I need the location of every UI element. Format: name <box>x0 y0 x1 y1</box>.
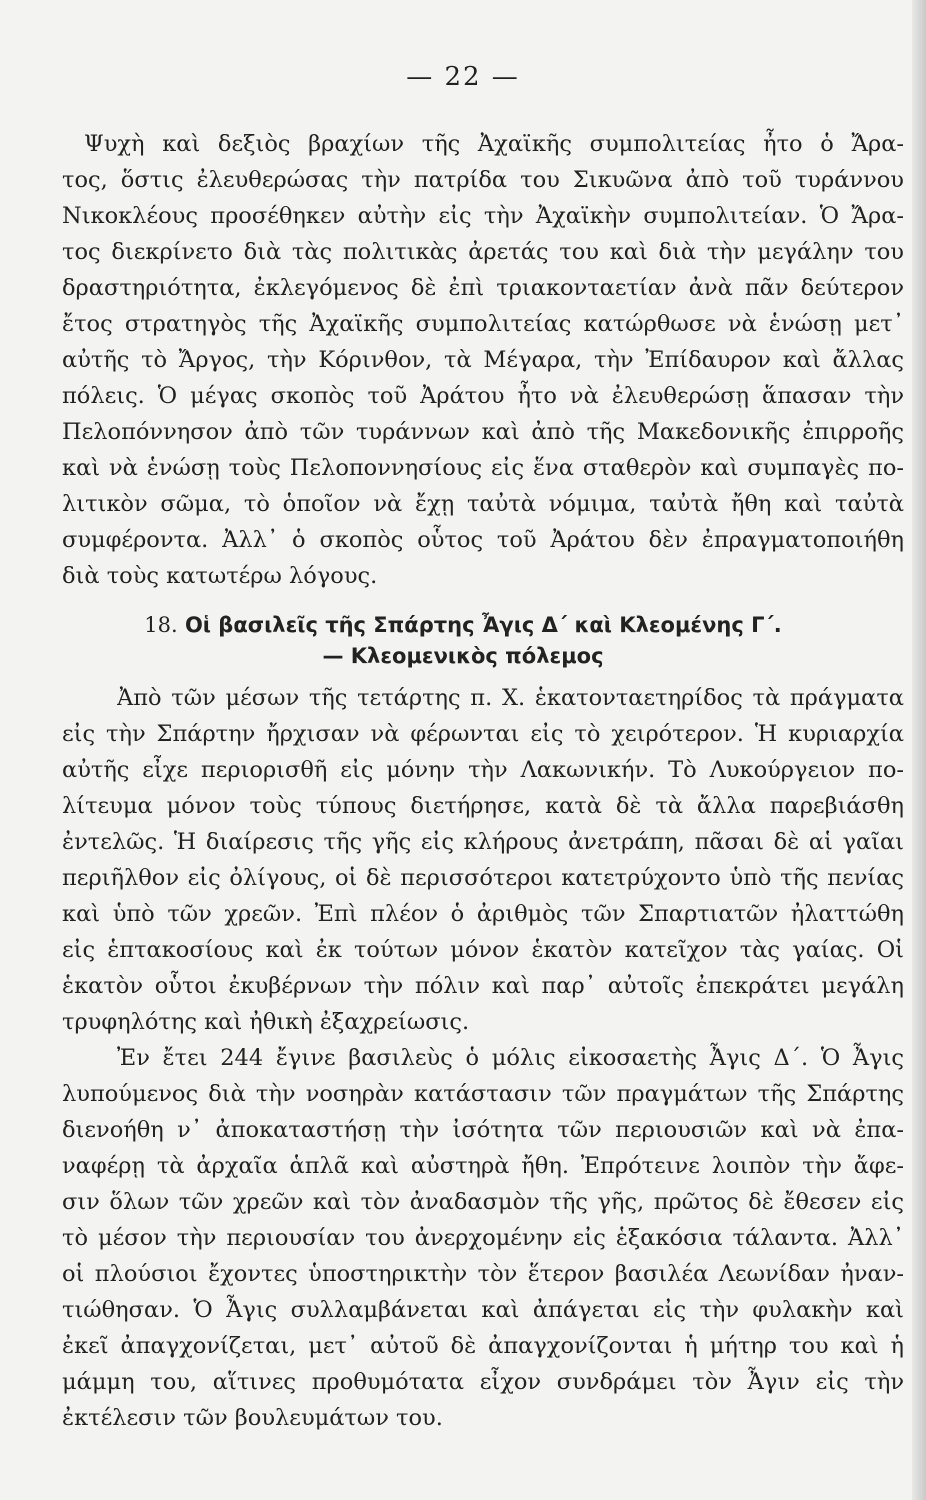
text-line: μάμμη του, αἵτινες προθυμότατα εἶχον συνδράμει τὸν Ἆγιν εἰς τὴν <box>62 1369 904 1395</box>
text-line: περιῆλθον εἰς ὀλίγους, οἱ δὲ περισσότεροι κατετρύχοντο ὑπὸ τῆς πενίας <box>62 865 904 891</box>
text-line: Ἐν ἔτει 244 ἔγινε βασιλεὺς ὁ μόλις εἰκοσαετὴς Ἆγις Δ΄. Ὁ Ἆγις <box>117 1045 904 1071</box>
text-line: ναφέρῃ τὰ ἀρχαῖα ἁπλᾶ καὶ αὐστηρὰ ἤθη. Ἐπρότεινε λοιπὸν τὴν ἄφε- <box>62 1153 904 1179</box>
text-line: καὶ ὑπὸ τῶν χρεῶν. Ἐπὶ πλέον ὁ ἀριθμὸς τῶν Σπαρτιατῶν ἠλαττώθη <box>62 901 904 927</box>
text-line: αὐτῆς τὸ Ἄργος, τὴν Κόρινθον, τὰ Μέγαρα, τὴν Ἐπίδαυρον καὶ ἄλλας <box>62 347 904 373</box>
text-line: σιν ὅλων τῶν χρεῶν καὶ τὸν ἀναδασμὸν τῆς γῆς, πρῶτος δὲ ἔθεσεν εἰς <box>62 1189 904 1215</box>
text-line: Ἀπὸ τῶν μέσων τῆς τετάρτης π. Χ. ἑκατονταετηρίδος τὰ πράγματα <box>117 685 904 711</box>
text-line: Νικοκλέους προσέθηκεν αὐτὴν εἰς τὴν Ἀχαϊκὴν συμπολιτείαν. Ὁ Ἄρα- <box>62 203 904 229</box>
text-line: διενοήθη ν᾽ ἀποκαταστήσῃ τὴν ἰσότητα τῶν περιουσιῶν καὶ νὰ ἐπα- <box>62 1117 904 1143</box>
text-line: τὸ μέσον τὴν περιουσίαν του ἀνερχομένην εἰς ἑξακόσια τάλαντα. Ἀλλ᾽ <box>62 1225 904 1251</box>
text-line: λιτικὸν σῶμα, τὸ ὁποῖον νὰ ἔχῃ ταὐτὰ νόμιμα, ταὐτὰ ἤθη καὶ ταὐτὰ <box>62 491 904 517</box>
text-line: συμφέροντα. Ἀλλ᾽ ὁ σκοπὸς οὗτος τοῦ Ἀράτου δὲν ἐπραγματοποιήθη <box>62 527 904 553</box>
text-line: εἰς ἑπτακοσίους καὶ ἐκ τούτων μόνον ἑκατὸν κατεῖχον τὰς γαίας. Οἱ <box>62 937 904 963</box>
text-line: πόλεις. Ὁ μέγας σκοπὸς τοῦ Ἀράτου ἦτο νὰ ἐλευθερώσῃ ἅπασαν τὴν <box>62 383 904 409</box>
text-line: τιώθησαν. Ὁ Ἆγις συλλαμβάνεται καὶ ἀπάγεται εἰς τὴν φυλακὴν καὶ <box>62 1297 904 1323</box>
section-subtitle: — Κλεομενικὸς πόλεμος <box>322 644 604 668</box>
text-line: Ψυχὴ καὶ δεξιὸς βραχίων τῆς Ἀχαϊκῆς συμπολιτείας ἦτο ὁ Ἄρα- <box>84 131 904 157</box>
text-line: οἱ πλούσιοι ἔχοντες ὑποστηρικτὴν τὸν ἕτερον βασιλέα Λεωνίδαν ἠναν- <box>62 1261 904 1287</box>
text-line: δραστηριότητα, ἐκλεγόμενος δὲ ἐπὶ τριακονταετίαν ἀνὰ πᾶν δεύτερον <box>62 275 904 301</box>
text-line: τος, ὅστις ἐλευθερώσας τὴν πατρίδα του Σικυῶνα ἀπὸ τοῦ τυράννου <box>62 167 904 193</box>
page-number: — 22 — <box>406 62 520 92</box>
text-line: εἰς τὴν Σπάρτην ἤρχισαν νὰ φέρωνται εἰς τὸ χειρότερον. Ἡ κυριαρχία <box>62 721 904 747</box>
section-title: Οἱ βασιλεῖς τῆς Σπάρτης Ἆγις Δ΄ καὶ Κλεομένης Γ΄. <box>184 613 782 637</box>
text-line: καὶ νὰ ἑνώσῃ τοὺς Πελοποννησίους εἰς ἕνα σταθερὸν καὶ συμπαγὲς πο- <box>62 455 904 481</box>
text-line: τρυφηλότης καὶ ἠθικὴ ἐξαχρείωσις. <box>62 1009 470 1035</box>
text-line: λίτευμα μόνον τοὺς τύπους διετήρησε, κατὰ δὲ τὰ ἄλλα παρεβιάσθη <box>62 793 904 819</box>
text-line: τος διεκρίνετο διὰ τὰς πολιτικὰς ἀρετάς του καὶ διὰ τὴν μεγάλην του <box>62 239 904 265</box>
text-line: διὰ τοὺς κατωτέρω λόγους. <box>62 563 378 589</box>
text-line: ἐντελῶς. Ἡ διαίρεσις τῆς γῆς εἰς κλήρους ἀνετράπη, πᾶσαι δὲ αἱ γαῖαι <box>62 829 904 855</box>
text-line: λυπούμενος διὰ τὴν νοσηρὰν κατάστασιν τῶν πραγμάτων τῆς Σπάρτης <box>62 1081 904 1107</box>
text-line: ἐκτέλεσιν τῶν βουλευμάτων του. <box>62 1405 443 1431</box>
text-line: ἑκατὸν οὗτοι ἐκυβέρνων τὴν πόλιν καὶ παρ᾽ αὐτοῖς ἐπεκράτει μεγάλη <box>62 973 904 999</box>
text-line: αὐτῆς εἶχε περιορισθῆ εἰς μόνην τὴν Λακωνικήν. Τὸ Λυκούργειον πο- <box>62 757 904 783</box>
section-heading <box>0 610 926 640</box>
page-edge <box>912 0 926 1500</box>
section-number: 18. <box>144 613 178 637</box>
text-line: Πελοπόννησον ἀπὸ τῶν τυράννων καὶ ἀπὸ τῆς Μακεδονικῆς ἐπιρροῆς <box>62 419 904 445</box>
text-line: ἔτος στρατηγὸς τῆς Ἀχαϊκῆς συμπολιτείας κατώρθωσε νὰ ἑνώσῃ μετ᾽ <box>62 311 904 337</box>
text-line: ἐκεῖ ἀπαγχονίζεται, μετ᾽ αὐτοῦ δὲ ἀπαγχονίζονται ἡ μήτηρ του καὶ ἡ <box>62 1333 904 1359</box>
